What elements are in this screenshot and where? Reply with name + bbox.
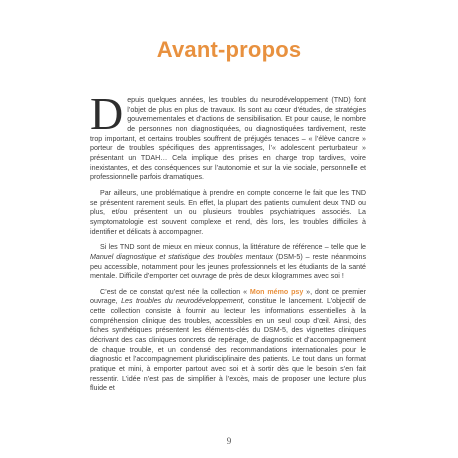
paragraph-3-text-after: (DSM-5) – reste néanmoins peu accessible, notamment pour les jeunes professionnels et les étudiants de la santé mentale. Difficile d’emporter cet ouvrage de près de deux kilogrammes avec soi !	[90, 252, 366, 281]
paragraph-4	[90, 288, 366, 394]
body-text	[90, 88, 366, 400]
paragraph-4-text-middle: », dont ce premier ouvrage,	[90, 287, 366, 306]
paragraph-1	[90, 88, 366, 183]
paragraph-3	[90, 243, 366, 282]
page-title: Avant-propos	[156, 37, 302, 62]
drop-cap: D	[90, 88, 124, 139]
paragraph-2: Par ailleurs, une problématique à prendre en compte concerne le fait que les TND se présentent rarement seuls. En effet, la plupart des patients cumulent deux TND ou plus, et/ou présentent un ou plusieurs troubles psychiatriques associés. La symptomatologie est souvent complexe et rend, dès lors, les troubles difficiles à identifier et délicats à accompagner.	[90, 188, 366, 236]
dsm-manual-title: Manuel diagnostique et statistique des troubles mentaux	[90, 252, 273, 261]
paragraph-3-text-before: Si les TND sont de mieux en mieux connus, la littérature de référence – telle que le	[100, 243, 366, 252]
page-number: 9	[226, 436, 232, 446]
paragraph-4-text-before: C’est de ce constat qu’est née la collection «	[100, 287, 250, 296]
paragraph-1-text: epuis quelques années, les troubles du neurodéveloppement (TND) font l’objet de plus en plus de travaux. Ils sont au cœur d’études, de stratégies gouvernementales et d’actions de sensibilisation. Et pour cause, le nombre de personnes non diagnostiquées, ou diagnostiquées tardivement, reste trop important, et certains troubles souffrent de préjugés tenaces – « l’élève cancre » porteur de troubles spécifiques des apprentissages, l’« adolescent perturbateur » présentant un TDAH… Cela implique des prises en charge trop tardives, voire inexistantes, et des conséquences sur l’autonomie et sur la vie sociale, personnelle et professionnelle parfois dramatiques.	[90, 96, 366, 182]
paragraph-4-text-after: , constitue le lancement. L’objectif de cette collection consiste à fournir au lecteur les informations essentielles à la compréhension clinique des troubles, accessibles en un seul coup d’œil. Ainsi, des fiches synthétiques présentent les éléments-clés du DSM-5, des vignettes cliniques décrivant des cas cliniques concrets de repérage, de diagnostic et d’accompagnement de chaque trouble, et un condensé des recommandations internationales pour le diagnostic et l’accompagnement pluridisciplinaire des patients. Le tout dans un format pratique et mini, à emporter partout avec soi et à sortir dès que le besoin s’en fait ressentir. L’idée n’est pas de simplifier à l’excès, mais de proposer une lecture plus fluide et	[90, 297, 366, 393]
book-title: Les troubles du neurodéveloppement	[121, 297, 243, 306]
collection-name: Mon mémo psy	[249, 287, 304, 296]
